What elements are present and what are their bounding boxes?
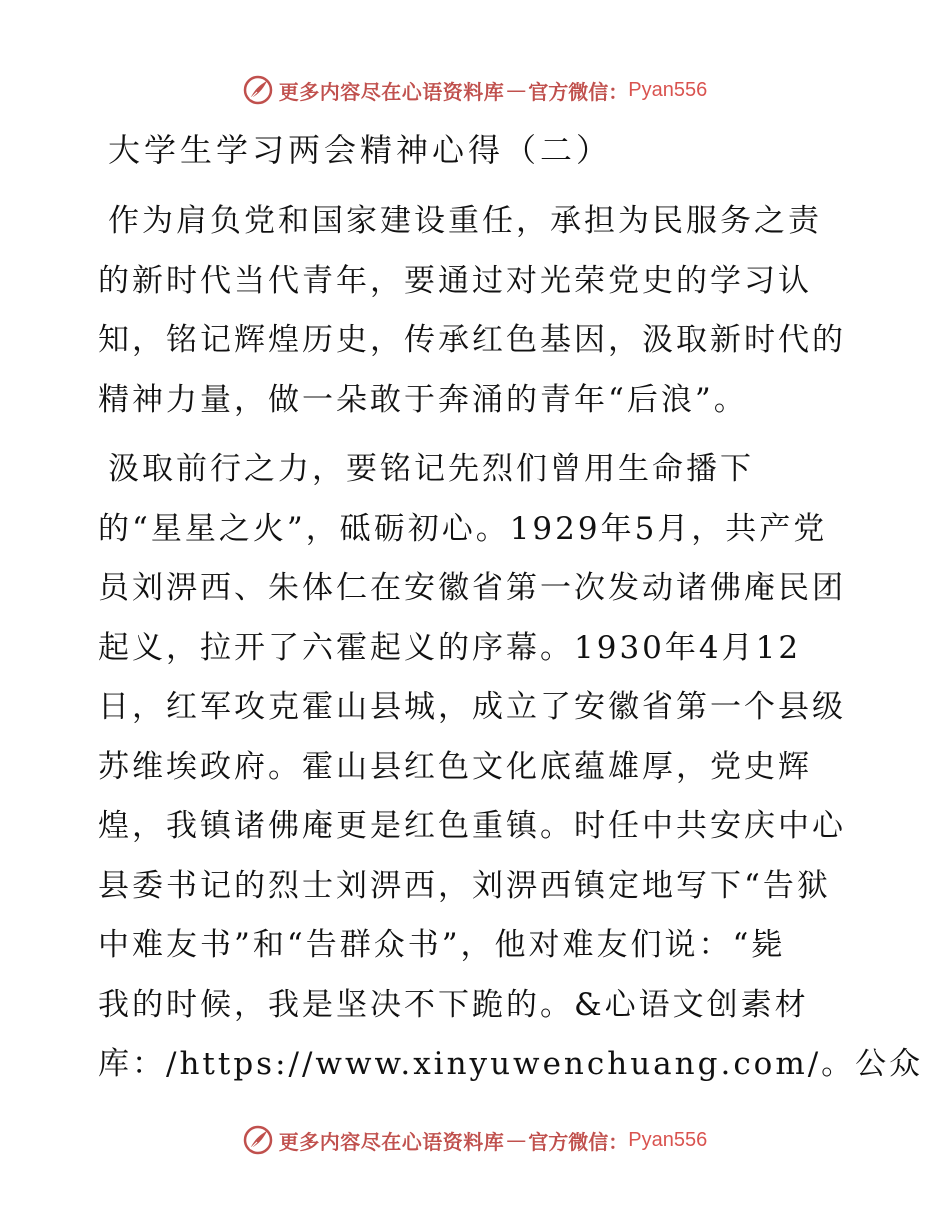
paragraph-line: 中难友书”和“告群众书”，他对难友们说：“毙 — [98, 927, 786, 963]
paragraph-2 — [98, 440, 924, 1095]
watermark-wechat-id: Pyan556 — [628, 1128, 708, 1151]
paragraph-line: 知，铭记辉煌历史，传承红色基因，汲取新时代的 — [98, 322, 846, 358]
watermark-label: 官方微信： — [528, 1129, 629, 1154]
paragraph-line: 员刘淠西、朱体仁在安徽省第一次发动诸佛庵民团 — [98, 570, 846, 606]
footer-watermark — [0, 1120, 950, 1160]
paragraph-1 — [98, 192, 858, 430]
watermark-separator: — — [506, 1128, 527, 1152]
paragraph-line: 我的时候，我是坚决不下跪的。&心语文创素材 — [98, 986, 809, 1023]
feather-logo-icon — [243, 75, 273, 105]
paragraph-line: 日，红军攻克霍山县城，成立了安徽省第一个县级 — [98, 689, 846, 725]
paragraph-line: 库：/https://www.xinyuwenchuang.com/。公众 — [98, 1046, 924, 1082]
watermark-wechat-id: Pyan556 — [628, 78, 708, 101]
paragraph-line: 苏维埃政府。霍山县红色文化底蕴雄厚，党史辉 — [98, 748, 812, 785]
paragraph-line: 煌，我镇诸佛庵更是红色重镇。时任中共安庆中心 — [98, 808, 846, 844]
watermark-main-text: 更多内容尽在心语资料库 — [278, 79, 505, 104]
paragraph-line: 的“星星之火”，砥砺初心。1929年5月，共产党 — [98, 510, 828, 547]
paragraph-line: 县委书记的烈士刘淠西，刘淠西镇定地写下“告狱 — [98, 867, 831, 904]
watermark-label: 官方微信： — [528, 79, 629, 104]
paragraph-line: 起义，拉开了六霍起义的序幕。1930年4月12 — [98, 629, 802, 666]
watermark-separator: — — [506, 78, 527, 102]
watermark-main-text: 更多内容尽在心语资料库 — [278, 1129, 505, 1154]
paragraph-line: 精神力量，做一朵敢于奔涌的青年“后浪”。 — [98, 381, 748, 418]
document-title: 大学生学习两会精神心得（二） — [108, 131, 613, 169]
feather-logo-icon — [243, 1125, 273, 1155]
paragraph-line: 的新时代当代青年，要通过对光荣党史的学习认 — [98, 262, 812, 299]
header-watermark — [0, 70, 950, 110]
paragraph-line: 汲取前行之力，要铭记先烈们曾用生命播下 — [108, 451, 754, 487]
paragraph-line: 作为肩负党和国家建设重任，承担为民服务之责 — [108, 203, 822, 239]
